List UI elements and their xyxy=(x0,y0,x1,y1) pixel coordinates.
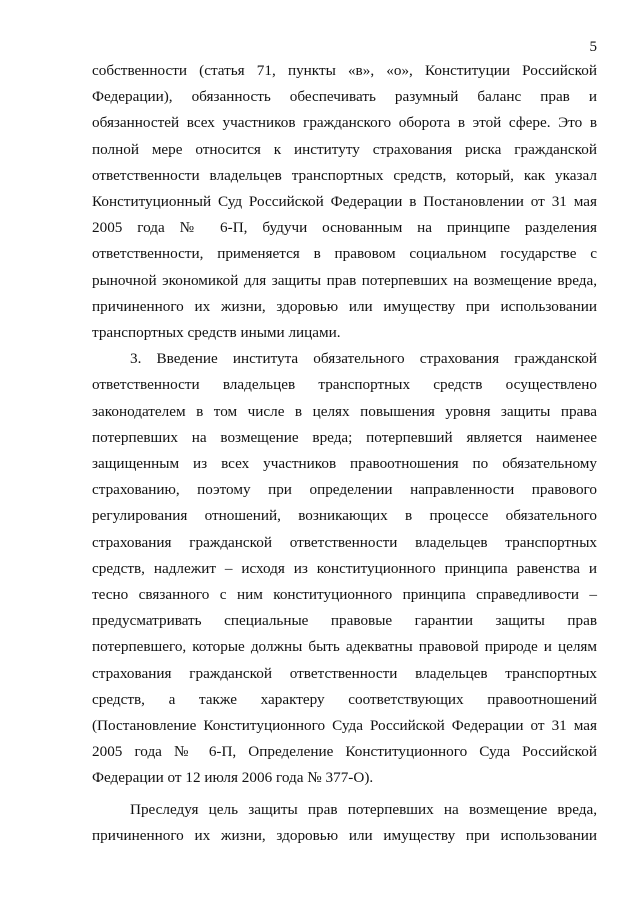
text-line: 2005 года № 6-П, будучи основанным на принципе разделения xyxy=(92,219,597,237)
text-line: Федерации), обязанность обеспечивать разумный баланс прав и xyxy=(92,88,597,106)
text-line: потерпевших на возмещение вреда; потерпевший является наименее xyxy=(92,428,597,446)
paragraph-3 xyxy=(92,346,597,791)
text-line: Конституционный Суд Российской Федерации в Постановлении от 31 мая xyxy=(92,193,597,211)
text-line: Преследуя цель защиты прав потерпевших на возмещение вреда, xyxy=(130,800,597,818)
text-line: страхования гражданской ответственности владельцев транспортных xyxy=(92,533,597,551)
text-line: (Постановление Конституционного Суда Российской Федерации от 31 мая xyxy=(92,717,597,735)
text-line: Федерации от 12 июля 2006 года № 377-О). xyxy=(92,769,374,787)
text-line: причиненного их жизни, здоровью или имуществу при использовании xyxy=(92,826,597,844)
page-number: 5 xyxy=(589,39,597,55)
text-line: регулирования отношений, возникающих в процессе обязательного xyxy=(92,507,597,525)
paragraph-continuation xyxy=(92,58,597,346)
text-line: ответственности владельцев транспортных средств, который, как указал xyxy=(92,166,597,184)
paragraph-next xyxy=(92,797,597,849)
text-line: тесно связанного с ним конституционного принципа справедливости – xyxy=(92,586,597,604)
text-line: причиненного их жизни, здоровью или имуществу при использовании xyxy=(92,297,597,315)
text-line: ответственности владельцев транспортных средств осуществлено xyxy=(92,376,597,394)
text-line: 2005 года № 6-П, Определение Конституционного Суда Российской xyxy=(92,743,597,761)
text-line: страхования гражданской ответственности владельцев транспортных xyxy=(92,664,597,682)
text-line: законодателем в том числе в целях повышения уровня защиты права xyxy=(92,402,597,420)
document-body xyxy=(92,58,597,849)
text-line: средств, надлежит – исходя из конституционного принципа равенства и xyxy=(92,559,597,577)
text-line: ответственности, применяется в правовом социальном государстве с xyxy=(92,245,597,263)
text-line: страхованию, поэтому при определении направленности правового xyxy=(92,481,597,499)
text-line: 3. Введение института обязательного страхования гражданской xyxy=(130,350,597,368)
text-line: средств, а также характеру соответствующих правоотношений xyxy=(92,690,597,708)
text-line: полной мере относится к институту страхования риска гражданской xyxy=(92,140,597,158)
text-line: рыночной экономикой для защиты прав потерпевших на возмещение вреда, xyxy=(92,271,597,289)
text-line: транспортных средств иными лицами. xyxy=(92,324,341,342)
text-line: предусматривать специальные правовые гарантии защиты прав xyxy=(92,612,597,630)
text-line: защищенным из всех участников правоотношения по обязательному xyxy=(92,455,597,473)
text-line: потерпевшего, которые должны быть адекватны правовой природе и целям xyxy=(92,638,597,656)
text-line: собственности (статья 71, пункты «в», «о», Конституции Российской xyxy=(92,62,597,79)
text-line: обязанностей всех участников гражданского оборота в этой сфере. Это в xyxy=(92,114,597,132)
